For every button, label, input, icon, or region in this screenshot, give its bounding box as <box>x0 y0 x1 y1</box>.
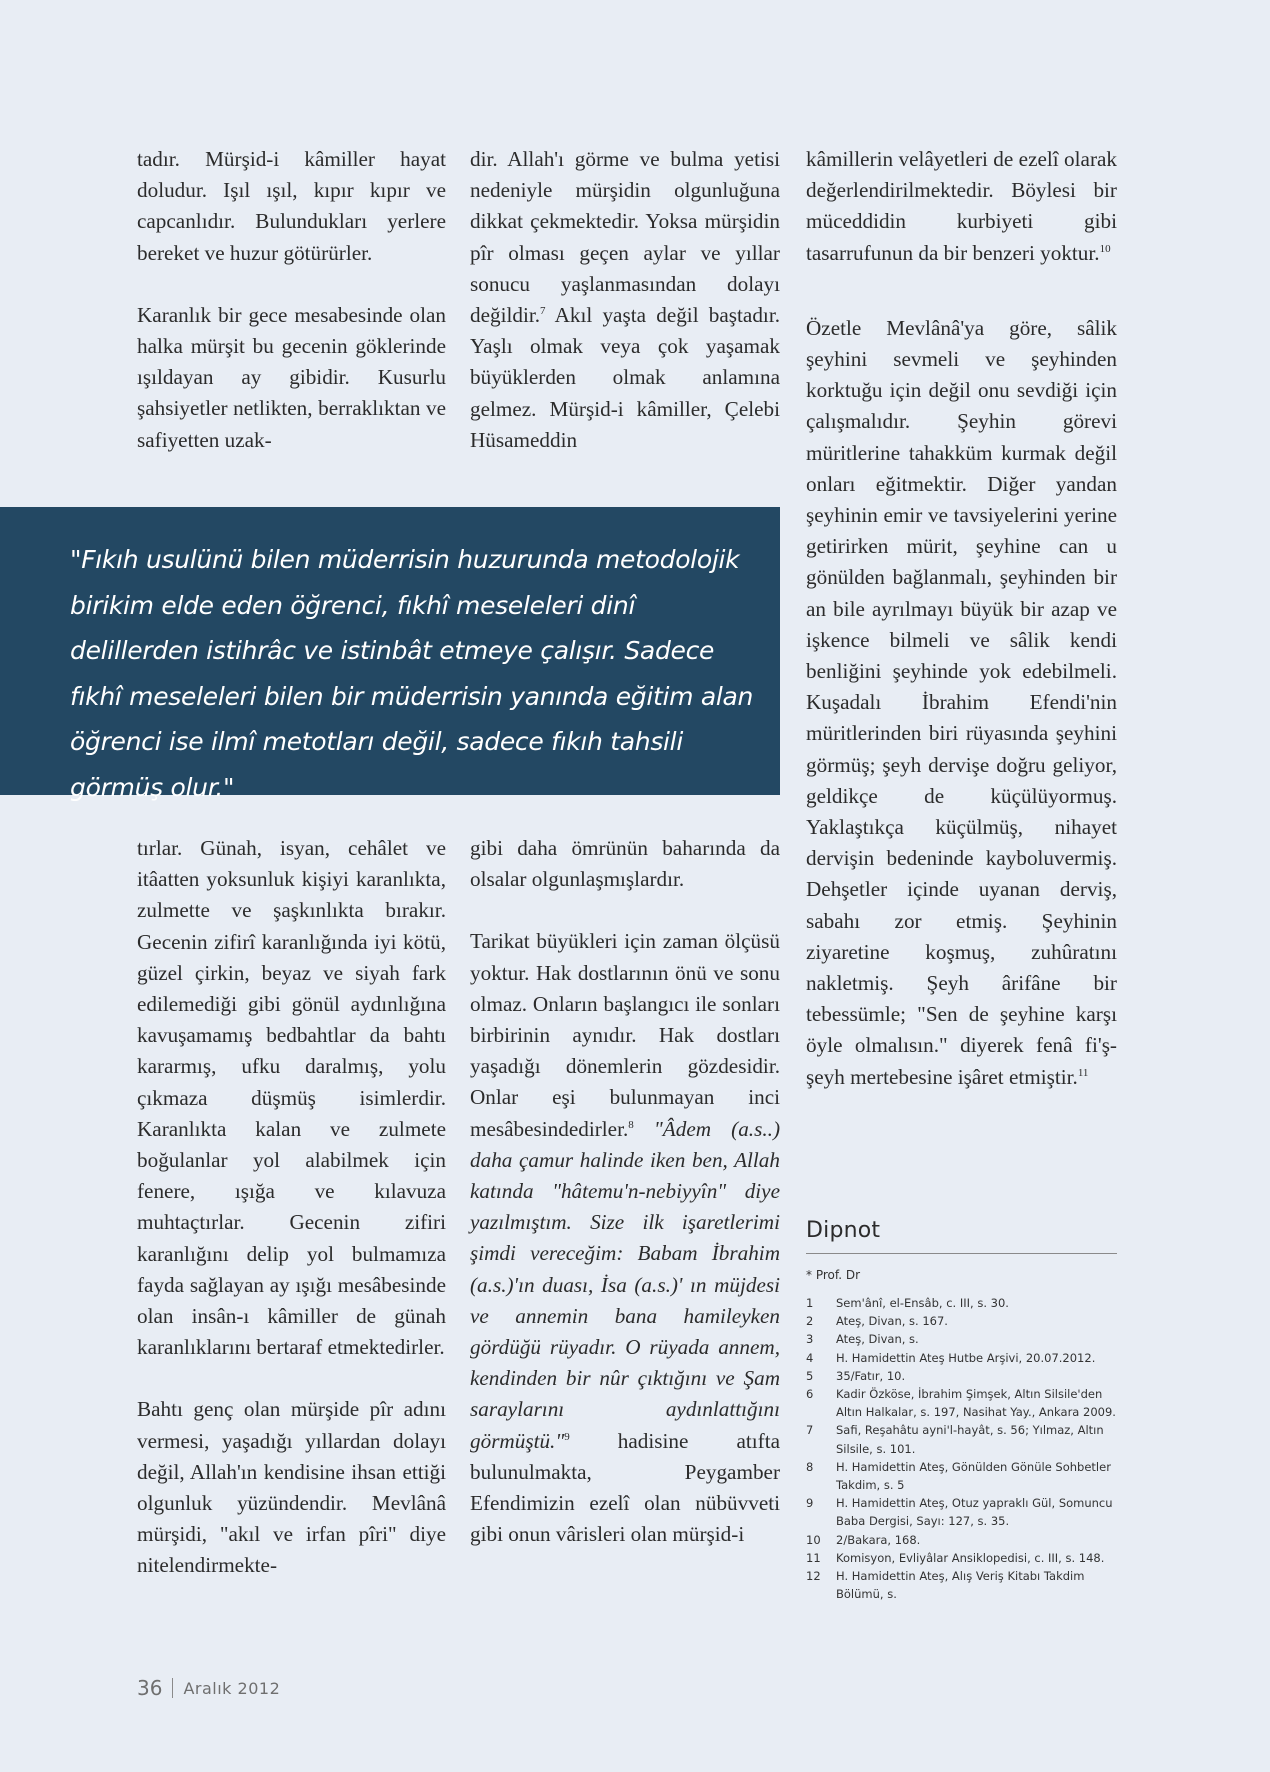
issue-date: Aralık 2012 <box>183 1678 281 1698</box>
paragraph: gibi daha ömrünün baharında da olsalar olgunlaşmışlardır. <box>470 836 780 892</box>
footnote-item <box>806 1421 1117 1457</box>
paragraph <box>806 144 1117 269</box>
footnote-number: 1 <box>806 1296 814 1310</box>
text-run: Özetle Mevlânâ'ya göre, sâlik şeyhini sevmeli ve şeyhinden korktuğu için değil onu sevdiği için çalışmalıdır. Şeyhin görevi müritlerine tahakküm kurmak değil onları eğitmektir. Diğer yandan şeyhinin emir ve tavsiyelerini yerine getirirken mürit, şeyhine can u gönülden bağlanmalı, şeyhinden bir an bile ayrılmayı büyük bir azap ve işkence bilmeli ve sâlik kendi benliğini şeyhinde yok edebilmeli. Kuşadalı İbrahim Efendi'nin müritlerinden biri rüyasında şeyhini görmüş; şeyh dervişe doğru geliyor, geldikçe de küçülüyormuş. Yaklaştıkça küçülmüş, nihayet dervişin bedeninde kayboluvermiş. Dehşetler içinde uyanan derviş, sabahı zor etmiş. Şeyhinin ziyaretine koşmuş, zuhûratını nakletmiş. Şeyh ârifâne bir tebessümle; "Sen de şeyhine karşı öyle olmalısın." diyerek fenâ fi'ş-şeyh mertebesine işâret etmiştir. <box>806 315 1117 1089</box>
text-run: kâmillerin velâyetleri de ezelî olarak değerlendirilmektedir. Böylesi bir müceddidin kurbiyeti gibi tasarrufunun da bir benzeri yoktur. <box>806 147 1117 265</box>
text-run: hadisine atıfta bulunulmakta, Peygamber Efendimizin ezelî olan nübüvveti gibi onun vârisleri olan mürşid-i <box>470 1428 780 1547</box>
column-3 <box>806 144 1117 1093</box>
column-1-bottom <box>137 833 446 1582</box>
footnote-number: 2 <box>806 1314 814 1329</box>
footnote-text: Sem'ânî, el-Ensâb, c. III, s. 30. <box>836 1296 1009 1310</box>
footnote-item <box>806 1294 1117 1312</box>
paragraph <box>470 144 780 456</box>
footnote-text: H. Hamidettin Ateş Hutbe Arşivi, 20.07.2012. <box>836 1350 1096 1365</box>
paragraph: Karanlık bir gece mesabesinde olan halka mürşit bu gecenin göklerinde ışıldayan ay gibidir. Kusurlu şahsiyetler netlikten, berraklıktan ve safiyetten uzak- <box>137 302 446 452</box>
footnote-item <box>806 1349 1117 1367</box>
footnote-text: H. Hamidettin Ateş, Gönülden Gönüle Sohbetler Takdim, s. 5 <box>836 1459 1111 1493</box>
footnote-text: Kadir Özköse, İbrahim Şimşek, Altın Silsile'den Altın Halkalar, s. 197, Nasihat Yay., Ankara 2009. <box>836 1387 1116 1420</box>
footnote-ref[interactable]: 10 <box>1099 242 1111 255</box>
author-note: * Prof. Dr <box>806 1268 861 1282</box>
footnotes-title: Dipnot <box>806 1218 1117 1254</box>
text-run: dir. Allah'ı görme ve bulma yetisi nedeniyle mürşidin olgunluğuna dikkat çekmektedir. Yoksa mürşidin pîr olması geçen aylar ve yıllar sonucu yaşlanmasından dolayı değildir. <box>470 147 780 328</box>
footnote-ref[interactable]: 7 <box>540 304 546 317</box>
footnote-item <box>806 1567 1117 1603</box>
pull-quote-text: "Fıkıh usulünü bilen müderrisin huzurunda metodolojik birikim elde eden öğrenci, fıkhî meseleleri dinî delillerden istihrâc ve istinbât etmeye çalışır. Sadece fıkhî meseleleri bilen bir müderrisin yanında eğitim alan öğrenci ise ilmî metotları değil, sadece fıkıh tahsili görmüş olur." <box>70 545 754 802</box>
footnote-number: 7 <box>806 1423 814 1438</box>
footnote-number: 10 <box>806 1532 821 1547</box>
footnote-number: 5 <box>806 1368 814 1383</box>
footnote-number: 3 <box>806 1332 814 1347</box>
text-run: Tarikat büyükleri için zaman ölçüsü yoktur. Hak dostlarının önü ve sonu olmaz. Onların başlangıcı ile sonları birbirinin aynıdır. Hak dostları yaşadığı dönemlerin gözdesidir. Onlar eşi bulunmayan inci mesâbesindedirler. <box>470 929 780 1141</box>
footnote-item <box>806 1385 1117 1421</box>
column-2-top <box>470 144 780 456</box>
column-2-bottom <box>470 833 780 1550</box>
footnote-item <box>806 1458 1117 1494</box>
footnote-item <box>806 1531 1117 1549</box>
footnote-list <box>806 1294 1117 1603</box>
footnote-text: H. Hamidettin Ateş, Alış Veriş Kitabı Takdim Bölümü, s. <box>836 1569 1085 1602</box>
footnote-number: 12 <box>806 1569 821 1584</box>
footnote-number: 4 <box>806 1350 814 1365</box>
page-footer <box>137 1676 280 1700</box>
footnote-item <box>806 1367 1117 1385</box>
footnote-text: 2/Bakara, 168. <box>836 1532 921 1547</box>
footnote-text: H. Hamidettin Ateş, Otuz yapraklı Gül, Somuncu Baba Dergisi, Sayı: 127, s. 35. <box>836 1496 1113 1529</box>
hadith-quote: "Âdem (a.s..) daha çamur halinde iken ben, Allah katında "hâtemu'n-nebiyyîn" diye yazılmıştım. Size ilk işaretlerimi şimdi vereceğim: Babam İbrahim (a.s.)'ın duası, İsa (a.s.)' ın müjdesi ve annemin bana hamileyken gördüğü rüyadır. O rüyada annem, kendinden bir nûr çıktığını ve Şam saraylarını aydınlattığını görmüştü." <box>470 1116 780 1453</box>
footnote-ref[interactable]: 11 <box>1077 1066 1089 1079</box>
footnotes-section <box>806 1218 1117 1603</box>
footer-divider <box>172 1678 173 1698</box>
footnote-text: Ateş, Divan, s. 167. <box>836 1314 948 1329</box>
footnote-ref[interactable]: 9 <box>564 1430 570 1443</box>
footnote-item <box>806 1312 1117 1330</box>
text-run: Akıl yaşta değil baştadır. Yaşlı olmak veya çok yaşamak büyüklerden olmak anlamına gelmez. Mürşid-i kâmiller, Çelebi Hüsameddin <box>470 303 780 452</box>
footnote-item <box>806 1494 1117 1530</box>
pull-quote-box <box>0 507 780 802</box>
footnote-text: Komisyon, Evliyâlar Ansiklopedisi, c. III, s. 148. <box>836 1550 1105 1565</box>
footnote-item <box>806 1330 1117 1348</box>
footnote-ref[interactable]: 8 <box>628 1118 634 1131</box>
footnote-number: 9 <box>806 1496 814 1511</box>
paragraph: tırlar. Günah, isyan, cehâlet ve itâatten yoksunluk kişiyi karanlıkta, zulmette ve şaşkınlıkta bırakır. Gecenin zifirî karanlığında iyi kötü, güzel çirkin, beyaz ve siyah fark edilemediği gibi gönül aydınlığına kavuşamamış bedbahtlar da bahtı kararmış, ufku daralmış, yolu çıkmaza düşmüş isimlerdir. Karanlıkta kalan ve zulmete boğulanlar yol alabilmek için fenere, ışığa ve kılavuza muhtaçtırlar. Gecenin zifiri karanlığını delip yol bulmamıza fayda sağlayan ay ışığı mesâbesinde olan insân-ı kâmiller de günah karanlıklarını bertaraf etmektedirler. <box>137 836 446 1360</box>
paragraph <box>806 313 1117 1093</box>
footnote-number: 8 <box>806 1459 814 1474</box>
paragraph <box>470 926 780 1550</box>
paragraph: Bahtı genç olan mürşide pîr adını vermesi, yaşadığı yıllardan dolayı değil, Allah'ın kendisine ihsan ettiği olgunluk yüzündendir. Mevlânâ mürşidi, "akıl ve irfan pîri" diye nitelendirmekte- <box>137 1397 446 1578</box>
footnote-text: Safi, Reşahâtu ayni'l-hayât, s. 56; Yılmaz, Altın Silsile, s. 101. <box>836 1423 1104 1456</box>
footnote-text: Ateş, Divan, s. <box>836 1332 919 1347</box>
column-1-top <box>137 144 446 456</box>
paragraph: tadır. Mürşid-i kâmiller hayat doludur. Işıl ışıl, kıpır kıpır ve capcanlıdır. Bulundukları yerlere bereket ve huzur götürürler. <box>137 147 446 265</box>
page-number: 36 <box>137 1676 163 1700</box>
footnote-text: 35/Fatır, 10. <box>836 1368 906 1383</box>
footnote-number: 11 <box>806 1550 821 1565</box>
footnote-item <box>806 1549 1117 1567</box>
footnote-number: 6 <box>806 1387 814 1402</box>
